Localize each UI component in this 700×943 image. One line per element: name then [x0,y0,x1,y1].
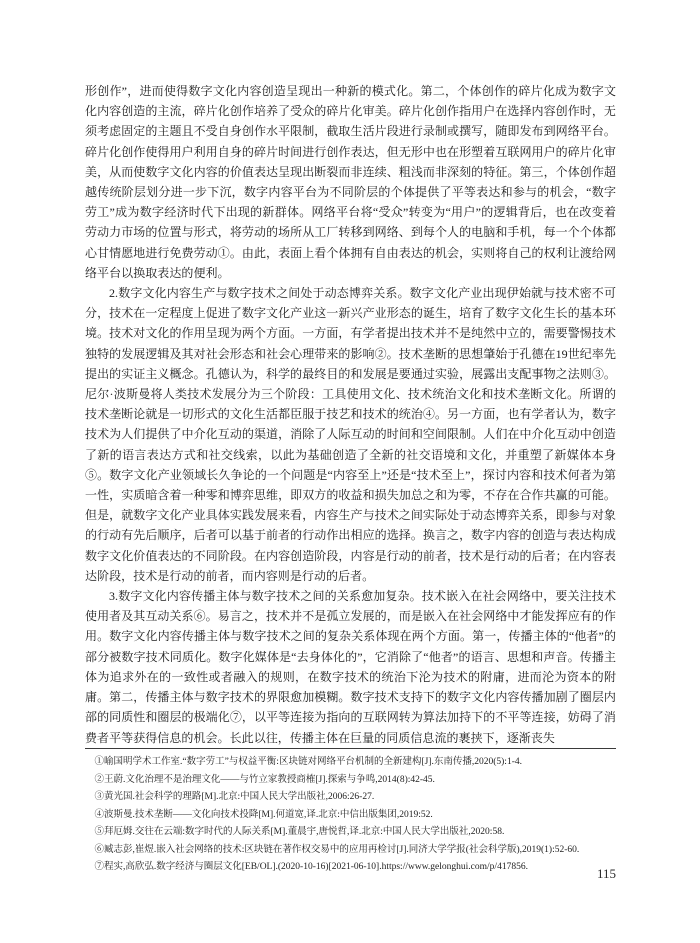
footnote-item-4: ④波斯曼.技术垄断——文化向技术投降[M].何道宽,译.北京:中信出版集团,2019:52. [94,809,433,820]
footnote-item-1: ①喻国明学术工作室.“数字劳工”与权益平衡:区块链对网络平台机制的全新建构[J].东南传播,2020(5):1-4. [94,757,522,767]
footnote-item-2: ②王蔚.文化治理不是治理文化——与竹立家教授商榷[J].探索与争鸣,2014(8):42-45. [94,774,435,785]
body-paragraph-2: 2.数字文化内容生产与数字技术之间处于动态博弈关系。数字文化产业出现伊始就与技术密不可分，技术在一定程度上促进了数字文化产业这一新兴产业形态的诞生，培育了数字文化生长的基本环境。技术对文化的作用呈现为两个方面。一方面，有学者提出技术并不是纯然中立的，需要警惕技术独特的发展逻辑及其对社会形态和社会心理带来的影响②。技术垄断的思想肇始于孔德在19世纪率先提出的实证主义概念。孔德认为，科学的最终目的和发展是要通过实验，展露出支配事物之法则③。尼尔·波斯曼将人类技术发展分为三个阶段：工具使用文化、技术统治文化和技术垄断文化。所谓的技术垄断论就是一切形式的文化生活都臣服于技艺和技术的统治④。另一方面，也有学者认为，数字技术为人们提供了中介化互动的渠道，消除了人际互动的时间和空间限制。人们在中介化互动中创造了新的语言表达方式和社交线索，以此为基础创造了全新的社交语境和文化，并重塑了新媒体本身⑤。数字文化产业领域长久争论的一个问题是“内容至上”还是“技术至上”，探讨内容和技术何者为第一性，实质暗含着一种零和博弈思维，即双方的收益和损失加总之和为零，不存在合作共赢的可能。但是，就数字文化产业具体实践发展来看，内容生产与技术之间实际处于动态博弈关系，即参与对象的行动有先后顺序，后者可以基于前者的行动作出相应的选择。换言之，数字内容的创造与表达构成数字文化价值表达的不同阶段。在内容创造阶段，内容是行动的前者，技术是行动的后者；在内容表达阶段，技术是行动的前者，而内容则是行动的后者。 [85,286,616,583]
footnote-item-6: ⑥臧志彭,崔煜.嵌入社会网络的技术:区块链在著作权交易中的应用再检讨[J].同济大学学报(社会科学版),2019(1):52-60. [94,844,580,855]
footnotes-section [85,748,616,877]
footnote-item-5: ⑤拜厄姆.交往在云端:数字时代的人际关系[M].董晨宇,唐悦哲,译.北京:中国人民大学出版社,2020:58. [94,827,505,837]
page-number: 115 [596,866,616,881]
body-paragraph-3: 3.数字文化内容传播主体与数字技术之间的关系愈加复杂。技术嵌入在社会网络中，要关注技术使用者及其互动关系⑥。易言之，技术并不是孤立发展的，而是嵌入在社会网络中才能发挥应有的作用。数字文化内容传播主体与数字技术之间的复杂关系体现在两个方面。第一，传播主体的“他者”的部分被数字技术同质化。数字化媒体是“去身体化的”，它消除了“他者”的语言、思想和声音。传播主体为追求外在的一致性或者融入的规则，在数字技术的统治下沦为技术的附庸，进而沦为资本的附庸。第二，传播主体与数字技术的界限愈加模糊。数字技术支持下的数字文化内容传播加剧了圈层内部的同质性和圈层的极端化⑦，以平等连接为指向的互联网转为算法加持下的不平等连接，妨碍了消费者平等获得信息的机会。长此以往，传播主体在巨量的同质信息流的裹挟下，逐渐丧失 [85,589,616,745]
footnote-item-7: ⑦程实,高欣弘.数字经济与圈层文化[EB/OL].(2020-10-16)[2021-06-10].https://www.gelonghui.com/p/417856. [94,862,528,872]
footnote-item-3: ③黄光国.社会科学的理路[M].北京:中国人民大学出版社,2006:26-27. [94,792,375,802]
body-text [85,81,616,748]
body-paragraph-1: 形创作”，进而使得数字文化内容创造呈现出一种新的模式化。第二，个体创作的碎片化成为数字文化内容创造的主流，碎片化创作培养了受众的碎片化审美。碎片化创作指用户在选择内容创作时，无须考虑固定的主题且不受自身创作水平限制，截取生活片段进行录制或撰写，随即发布到网络平台。碎片化创作使得用户利用自身的碎片时间进行创作表达，但无形中也在形塑着互联网用户的碎片化审美，从而使数字文化内容的价值表达呈现出断裂而非连续、粗浅而非深刻的特征。第三，个体创作超越传统阶层划分进一步下沉，数字内容平台为不同阶层的个体提供了平等表达和参与的机会，“数字劳工”成为数字经济时代下出现的新群体。网络平台将“受众”转变为“用户”的逻辑背后，也在改变着劳动力市场的位置与形式，将劳动的场所从工厂转移到网络、到每个人的电脑和手机，每一个个体都心甘情愿地进行免费劳动①。由此，表面上看个体拥有自由表达的机会，实则将自己的权利让渡给网络平台以换取表达的便利。 [85,84,616,280]
